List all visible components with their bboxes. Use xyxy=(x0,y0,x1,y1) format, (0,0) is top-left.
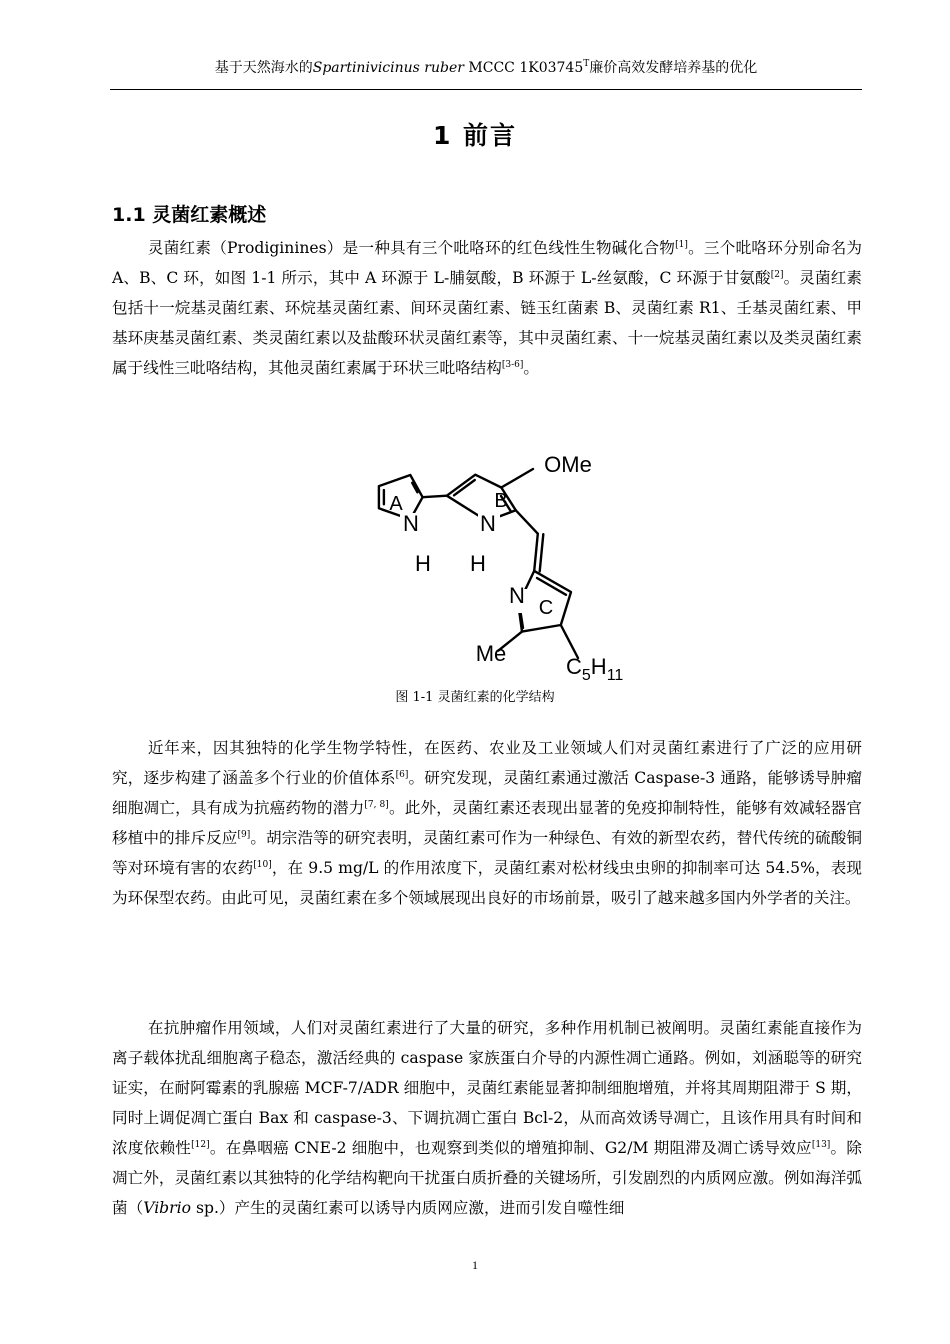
exocyclic-double-bond xyxy=(540,534,544,571)
citation: [7, 8] xyxy=(364,800,389,810)
header-strain-superscript: T xyxy=(583,59,590,69)
citation: [1] xyxy=(675,240,688,250)
running-header xyxy=(110,57,862,77)
ring-c-label: C xyxy=(538,597,554,619)
citation: [9] xyxy=(237,830,251,840)
citation: [12] xyxy=(191,1140,210,1150)
pentyl-label: $C_5H_{11}$ xyxy=(566,654,624,684)
paragraph-antitumor: 在抗肿瘤作用领域，人们对灵菌红素进行了大量的研究，多种作用机制已被阐明。灵菌红素能直接作为离子载体扰乱细胞离子稳态，激活经典的 caspase 家族蛋白介导的内源性凋亡通路。例如，刘涵聪等的研究证实，在耐阿霉素的乳腺癌 MCF-7/ADR 细胞中，灵菌红素能显著抑制细胞增殖，并将其周期阻滞于 S 期，同时上调促凋亡蛋白 Bax 和 caspase-3、下调抗凋亡蛋白 Bcl-2，从而高效诱导凋亡，且该作用具有时间和浓度依赖性[12]。在鼻咽癌 CNE-2 细胞中，也观察到类似的增殖抑制、G2/M 期阻滞及凋亡诱导效应[13]。除凋亡外，灵菌红素以其独特的化学结构靶向干扰蛋白质折叠的关键场所，引发剧烈的内质网应激。例如海洋弧菌（Vibrio sp.）产生的灵菌红素可以诱导内质网应激，进而引发自噬性细 xyxy=(112,1019,862,1217)
a-b-bond xyxy=(423,496,447,498)
ome-bond xyxy=(501,469,533,488)
ring-a-label: A xyxy=(389,493,403,515)
paragraph-applications: 近年来，因其独特的化学生物学特性，在医药、农业及工业领域人们对灵菌红素进行了广泛的应用研究，逐步构建了涵盖多个行业的价值体系[6]。研究发现，灵菌红素通过激活 Caspase-3 通路，能够诱导肿瘤细胞凋亡，具有成为抗癌药物的潜力[7, 8]。此外，灵菌红素还表现出显著的免疫抑制特性，能够有效减轻器官移植中的排斥反应[9]。胡宗浩等的研究表明，灵菌红素可作为一种绿色、有效的新型农药，替代传统的硫酸铜等对环境有害的农药[10]，在 9.5 mg/L 的作用浓度下，灵菌红素对松材线虫虫卵的抑制率可达 54.5%，表现为环保型农药。由此可见，灵菌红素在多个领域展现出良好的市场前景，吸引了越来越多国内外学者的关注。 xyxy=(112,739,862,907)
citation: [3-6] xyxy=(501,360,524,370)
atom-h-ring-a: H xyxy=(415,551,431,576)
citation: [6] xyxy=(395,770,409,780)
prodigiosin-structure-figure xyxy=(360,448,640,686)
figure-caption: 图 1-1 灵菌红素的化学结构 xyxy=(395,690,555,705)
atom-h-ring-b: H xyxy=(470,551,486,576)
header-species: Spartinivicinus ruber xyxy=(312,60,464,76)
atom-n-ring-a: N xyxy=(403,511,419,536)
header-strain: MCCC 1K03745 xyxy=(463,60,584,76)
paragraph-overview: 灵菌红素（Prodiginines）是一种具有三个吡咯环的红色线性生物碱化合物[1]。三个吡咯环分别命名为 A、B、C 环，如图 1-1 所示，其中 A 环源于 L-脯氨酸，B 环源于 L-丝氨酸，C 环源于甘氨酸[2]。灵菌红素包括十一烷基灵菌红素、环烷基灵菌红素、间环灵菌红素、链玉红菌素 B、灵菌红素 R1、壬基灵菌红素、甲基环庚基灵菌红素、类灵菌红素以及盐酸环状灵菌红素等，其中灵菌红素、十一烷基灵菌红素以及类灵菌红素属于线性三吡咯结构，其他灵菌红素属于环状三吡咯结构[3-6]。 xyxy=(112,239,862,377)
header-suffix: 廉价高效发酵培养基的优化 xyxy=(589,60,758,76)
methoxy-label: OMe xyxy=(544,452,592,477)
ring-b-label: B xyxy=(494,490,508,512)
citation: [2] xyxy=(770,270,784,280)
citation: [13] xyxy=(811,1140,831,1150)
atom-n-ring-b: N xyxy=(480,511,496,536)
exocyclic-double-bond xyxy=(534,534,538,571)
page-number: 1 xyxy=(472,1258,478,1272)
chapter-title: 1 前言 xyxy=(432,121,518,150)
header-prefix: 基于天然海水的 xyxy=(214,60,313,76)
methine-bond xyxy=(516,510,538,533)
citation: [10] xyxy=(253,860,272,870)
methyl-label: Me xyxy=(475,641,507,666)
species-name: Vibrio xyxy=(143,1199,191,1217)
header-rule xyxy=(110,89,862,90)
atom-n-ring-c: N xyxy=(509,583,525,608)
section-title: 1.1 灵菌红素概述 xyxy=(112,204,267,226)
